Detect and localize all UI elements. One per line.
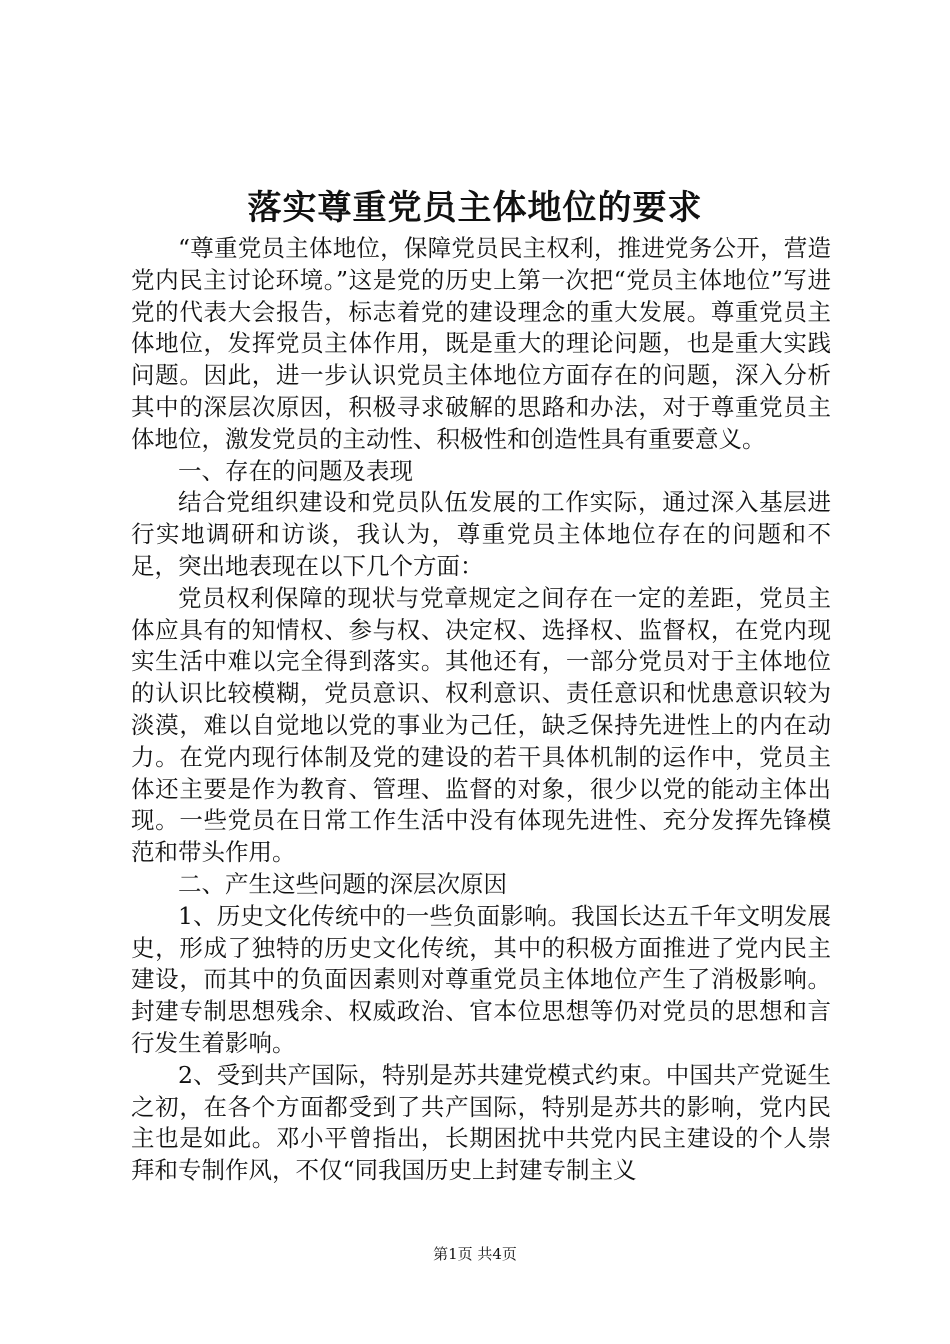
paragraph: 1、历史文化传统中的一些负面影响。我国长达五千年文明发展史，形成了独特的历史文化传统，其中的积极方面推进了党内民主建设，而其中的负面因素则对尊重党员主体地位产生了消极影响。封建专制思想残余、权威政治、官本位思想等仍对党员的思想和言行发生着影响。 [131,901,831,1057]
document-body [131,233,831,1187]
page-number-footer: 第1页 共4页 [433,1245,517,1263]
paragraph: 结合党组织建设和党员队伍发展的工作实际，通过深入基层进行实地调研和访谈，我认为，尊重党员主体地位存在的问题和不足，突出地表现在以下几个方面： [131,488,831,580]
paragraph: 党员权利保障的现状与党章规定之间存在一定的差距，党员主体应具有的知情权、参与权、决定权、选择权、监督权，在党内现实生活中难以完全得到落实。其他还有，一部分党员对于主体地位的认识比较模糊，党员意识、权利意识、责任意识和忧患意识较为淡漠，难以自觉地以党的事业为己任，缺乏保持先进性上的内在动力。在党内现行体制及党的建设的若干具体机制的运作中，党员主体还主要是作为教育、管理、监督的对象，很少以党的能动主体出现。一些党员在日常工作生活中没有体现先进性、充分发挥先锋模范和带头作用。 [131,583,831,867]
section-heading-1: 一、存在的问题及表现 [178,456,413,485]
paragraph-intro: “尊重党员主体地位，保障党员民主权利，推进党务公开，营造党内民主讨论环境。”这是党的历史上第一次把“党员主体地位”写进党的代表大会报告，标志着党的建设理念的重大发展。尊重党员主体地位，发挥党员主体作用，既是重大的理论问题，也是重大实践问题。因此，进一步认识党员主体地位方面存在的问题，深入分析其中的深层次原因，积极寻求破解的思路和办法，对于尊重党员主体地位，激发党员的主动性、积极性和创造性具有重要意义。 [131,234,831,453]
paragraph: 2、受到共产国际，特别是苏共建党模式约束。中国共产党诞生之初，在各个方面都受到了共产国际，特别是苏共的影响，党内民主也是如此。邓小平曾指出，长期困扰中共党内民主建设的个人崇拜和专制作风，不仅“同我国历史上封建专制主义 [131,1060,831,1185]
section-heading-2: 二、产生这些问题的深层次原因 [178,869,507,898]
page-title: 落实尊重党员主体地位的要求 [247,188,703,228]
